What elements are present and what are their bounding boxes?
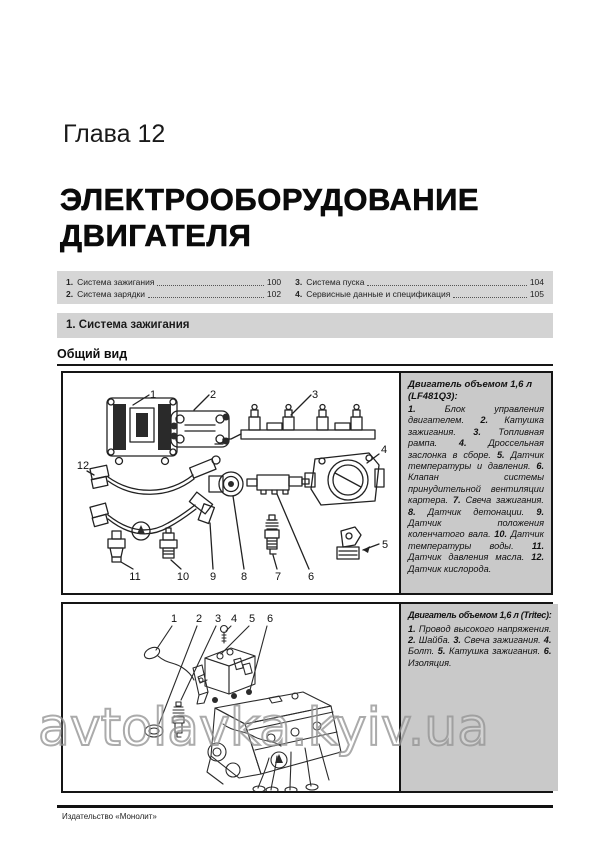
part-spark-plug — [265, 515, 279, 554]
toc — [57, 271, 553, 304]
caption-item-text: Блок управления двигателем. — [408, 404, 544, 426]
caption-item-text: Клапан системы принудительной вентиляции картера. — [408, 472, 544, 506]
part-number-label: 6 — [266, 613, 274, 625]
footer-rule — [57, 805, 553, 808]
caption-item-text: Топливная рампа. — [408, 426, 544, 449]
publisher-footer: Издательство «Монолит» — [62, 812, 157, 821]
part-pcv-valve — [247, 475, 309, 494]
part-number-label: 4 — [380, 444, 388, 456]
part-number-label: 1 — [170, 613, 178, 625]
section-header-bar — [57, 313, 553, 338]
part-number-label: 5 — [381, 539, 389, 551]
caption-item-text: Датчик кислорода. — [408, 563, 492, 574]
figure-1 — [61, 371, 553, 595]
figure-1-line-art — [63, 373, 399, 593]
page-title-line2: ДВИГАТЕЛЯ — [60, 218, 252, 253]
figure-2-parts — [143, 626, 341, 792]
caption-item-number: 10. — [494, 529, 507, 540]
figure-1-parts — [87, 395, 384, 569]
toc-column-right — [295, 275, 544, 300]
toc-item — [295, 276, 544, 288]
caption-item-number: 6. — [536, 461, 544, 472]
caption-item-number: 5. — [496, 449, 505, 460]
caption-item-number: 6. — [543, 646, 552, 657]
chapter-label: Глава 12 — [63, 120, 166, 148]
caption-item-number: 9. — [536, 506, 544, 517]
caption-item-number: 12. — [531, 552, 544, 563]
caption-item-number: 2. — [480, 415, 489, 426]
caption-item-number: 8. — [408, 506, 416, 517]
figure-2-caption-title: Двигатель объемом 1,6 л (Tritec): — [408, 610, 552, 620]
toc-item-page: 102 — [266, 288, 282, 299]
part-oil-pressure-sensor — [108, 531, 125, 562]
part-ignition-coil — [171, 411, 230, 447]
part-number-label: 12 — [76, 460, 90, 472]
caption-item-text: Датчик температуры воды. — [408, 529, 544, 551]
part-number-label: 9 — [209, 571, 217, 583]
part-throttle-body — [305, 453, 384, 505]
caption-item-number: 11. — [531, 540, 544, 551]
figure-2-caption — [399, 604, 558, 791]
caption-item-number: 7. — [452, 495, 461, 506]
toc-item-number: 1. — [66, 276, 74, 287]
caption-item-number: 2. — [408, 634, 416, 645]
part-number-label: 8 — [240, 571, 248, 583]
section-header-label: 1. Система зажигания — [66, 319, 190, 331]
part-number-label: 11 — [129, 571, 141, 583]
part-number-label: 3 — [311, 389, 319, 401]
caption-item-text: Датчик давления масла. — [408, 552, 525, 563]
part-number-label: 5 — [248, 613, 256, 625]
part-number-label: 10 — [176, 571, 190, 583]
part-insulators — [212, 689, 252, 703]
toc-item — [66, 276, 281, 288]
toc-item-label: Система пуска — [306, 276, 365, 287]
caption-item-text: Дроссельная заслонка в сборе. — [408, 438, 544, 460]
part-number-label: 2 — [195, 613, 203, 625]
part-ht-wire — [143, 645, 208, 704]
part-number-label: 2 — [209, 389, 217, 401]
part-number-label: 1 — [149, 389, 157, 401]
caption-item-number: 3. — [453, 634, 461, 645]
part-spark-plug — [173, 702, 184, 737]
caption-item-text: Свеча зажигания. — [464, 634, 541, 645]
part-knock-sensor — [209, 472, 243, 496]
subsection-rule — [57, 364, 553, 366]
figure-1-caption-body — [408, 404, 544, 575]
toc-item — [295, 288, 544, 300]
toc-leader-dots — [148, 297, 264, 298]
toc-item-page: 100 — [266, 276, 282, 287]
page-title — [60, 182, 479, 254]
part-bolt — [221, 626, 228, 644]
part-oxygen-sensor — [90, 456, 220, 494]
toc-item-label: Сервисные данные и спецификация — [306, 288, 451, 299]
figure-2-diagram — [63, 604, 399, 791]
toc-leader-dots — [157, 285, 263, 286]
caption-item-number: 3. — [473, 426, 481, 437]
toc-item-label: Система зарядки — [77, 288, 145, 299]
figure-2 — [61, 602, 553, 793]
figure-1-diagram — [63, 373, 399, 593]
figure-2-caption-body — [408, 624, 551, 670]
caption-item-text: Датчик температуры и давления. — [408, 449, 544, 472]
caption-item-text: Болт. — [408, 646, 435, 657]
caption-item-number: 5. — [437, 646, 446, 657]
toc-leader-dots — [367, 285, 526, 286]
part-number-label: 4 — [230, 613, 238, 625]
part-crankshaft-sensor — [90, 492, 214, 540]
toc-item-number: 2. — [66, 288, 74, 299]
figure-1-caption — [399, 373, 551, 593]
toc-item — [66, 288, 281, 300]
part-temp-pressure-sensor — [337, 527, 361, 559]
caption-item-text: Свеча зажигания. — [465, 495, 544, 506]
toc-column-left — [66, 275, 281, 300]
page-title-line1: ЭЛЕКТРООБОРУДОВАНИЕ — [60, 182, 480, 217]
toc-leader-dots — [453, 297, 526, 298]
caption-item-text: Катушка зажигания. — [408, 415, 544, 437]
part-water-temp-sensor — [160, 528, 177, 558]
toc-item-label: Система зажигания — [77, 276, 155, 287]
part-number-label: 6 — [307, 571, 315, 583]
part-number-label: 7 — [274, 571, 282, 583]
part-ecu — [107, 398, 177, 465]
figure-2-part-numbers — [171, 613, 273, 625]
caption-item-text: Шайба. — [418, 634, 451, 645]
caption-item-number: 4. — [458, 438, 467, 449]
caption-item-number: 1. — [408, 404, 416, 414]
caption-item-text: Датчик детонации. — [427, 506, 525, 517]
toc-item-number: 4. — [295, 288, 303, 299]
toc-item-page: 105 — [529, 288, 544, 299]
caption-item-text: Изоляция. — [408, 657, 452, 668]
caption-item-text: Катушка зажигания. — [449, 646, 541, 657]
part-washer — [145, 725, 163, 737]
toc-item-page: 104 — [529, 276, 544, 287]
figure-2-line-art — [63, 604, 399, 791]
caption-item-text: Провод высокого напряжения. — [418, 623, 552, 634]
caption-item-text: Датчик положения коленчатого вала. — [408, 518, 544, 540]
caption-item-number: 1. — [408, 623, 416, 634]
toc-item-number: 3. — [295, 276, 303, 287]
figure-1-caption-title: Двигатель объемом 1,6 л (LF481Q3): — [408, 379, 532, 402]
engine-block — [207, 692, 341, 791]
caption-item-number: 4. — [543, 634, 552, 645]
part-number-label: 3 — [214, 613, 222, 625]
subsection-title: Общий вид — [57, 347, 128, 361]
